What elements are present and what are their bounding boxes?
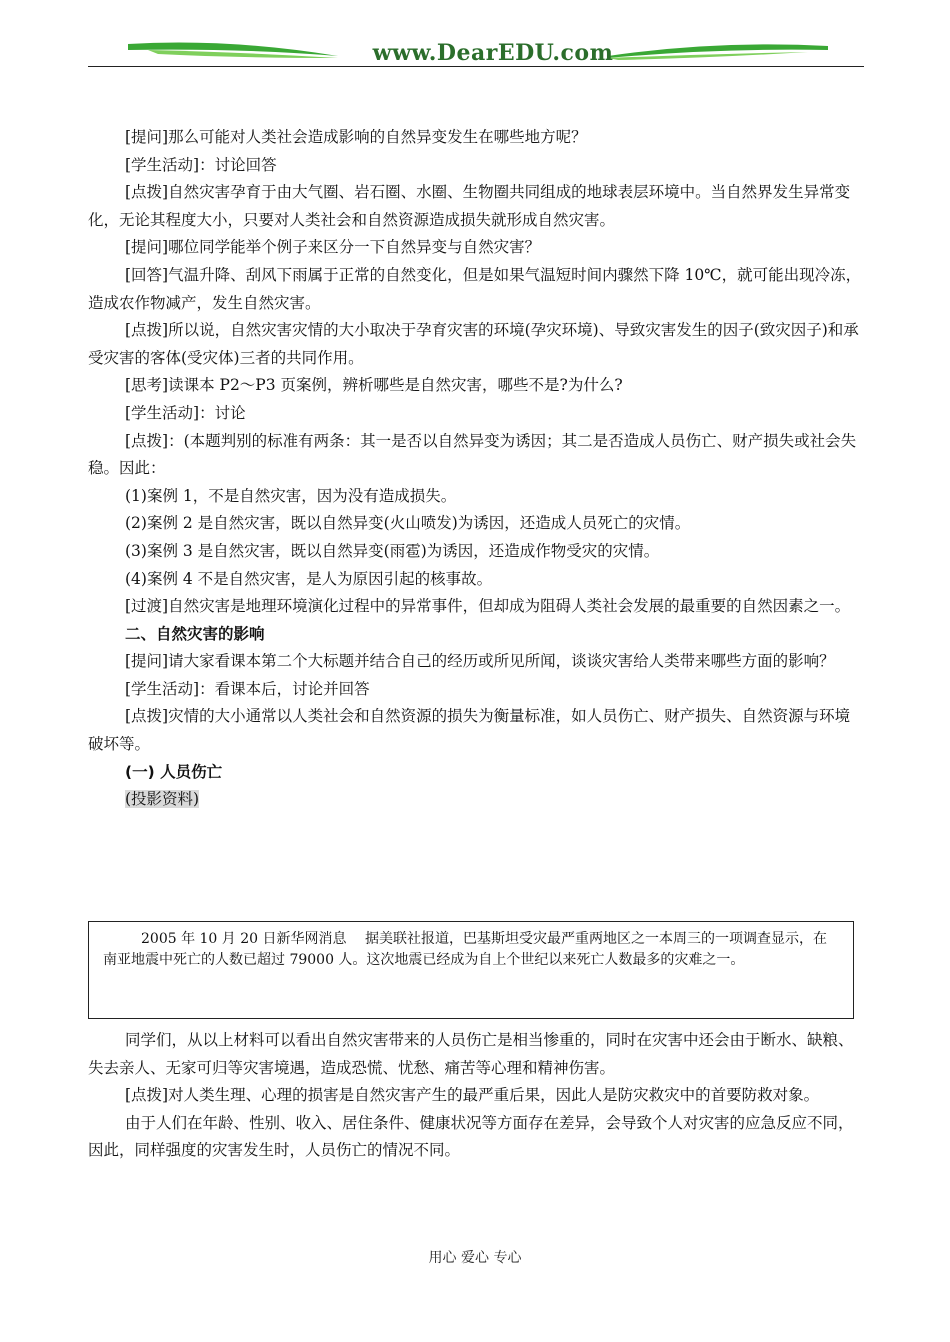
list-item: (3)案例 3 是自然灾害，既以自然异变(雨雹)为诱因，还造成作物受灾的灾情。 xyxy=(125,541,660,560)
paragraph: [提问]哪位同学能举个例子来区分一下自然异变与自然灾害？ xyxy=(125,238,541,257)
body-text-bottom xyxy=(88,1027,864,1165)
page-header xyxy=(88,36,864,70)
quote-box xyxy=(88,921,854,1019)
paragraph: [学生活动]：讨论回答 xyxy=(125,155,277,174)
paragraph: [提问]请大家看课本第二个大标题并结合自己的经历或所见所闻，谈谈灾害给人类带来哪些方面的影响？ xyxy=(125,652,835,671)
list-item: (1)案例 1，不是自然灾害，因为没有造成损失。 xyxy=(125,486,457,505)
paragraph: [思考]读课本 P2～P3 页案例，辨析哪些是自然灾害，哪些不是?为什么? xyxy=(125,376,623,395)
section-heading: 二、自然灾害的影响 xyxy=(125,624,265,643)
paragraph: [点拨]对人类生理、心理的损害是自然灾害产生的最严重后果，因此人是防灾救灾中的首要防救对象。 xyxy=(125,1086,820,1105)
subsection-heading: (一) 人员伤亡 xyxy=(125,762,223,781)
header-divider xyxy=(88,66,864,67)
paragraph: [点拨]灾情的大小通常以人类社会和自然资源的损失为衡量标准，如人员伤亡、财产损失、自然资源与环境破坏等。 xyxy=(88,707,851,754)
paragraph: [学生活动]：讨论 xyxy=(125,403,246,422)
site-logo: www.DearEDU.com xyxy=(372,40,614,66)
quote-text: 2005 年 10 月 20 日新华网消息 据美联社报道，巴基斯坦受灾最严重两地区之一本周三的一项调查显示，在南亚地震中死亡的人数已超过 79000 人。这次地震已经成为自上个世纪以来死亡人数最多的灾难之一。 xyxy=(103,931,827,968)
paragraph: [过渡]自然灾害是地理环境演化过程中的异常事件，但却成为阻碍人类社会发展的最重要的自然因素之一。 xyxy=(125,597,851,616)
paragraph: [回答]气温升降、刮风下雨属于正常的自然变化，但是如果气温短时间内骤然下降 10℃，就可能出现冷冻，造成农作物减产，发生自然灾害。 xyxy=(88,265,862,312)
projection-label-line xyxy=(88,786,864,814)
paragraph: [学生活动]：看课本后，讨论并回答 xyxy=(125,679,370,698)
paragraph: [点拨]自然灾害孕育于由大气圈、岩石圈、水圈、生物圈共同组成的地球表层环境中。当自然界发生异常变化，无论其程度大小，只要对人类社会和自然资源造成损失就形成自然灾害。 xyxy=(88,183,851,229)
list-item: (2)案例 2 是自然灾害，既以自然异变(火山喷发)为诱因，还造成人员死亡的灾情。 xyxy=(125,514,691,533)
paragraph: [点拨]：(本题判别的标准有两条：其一是否以自然异变为诱因；其二是否造成人员伤亡、财产损失或社会失稳。因此： xyxy=(88,431,857,478)
body-text-top xyxy=(88,124,864,814)
page-footer: 用心 爱心 专心 xyxy=(428,1250,522,1266)
paragraph: [点拨]所以说，自然灾害灾情的大小取决于孕育灾害的环境(孕灾环境)、导致灾害发生的因子(致灾因子)和承受灾害的客体(受灾体)三者的共同作用。 xyxy=(88,321,859,367)
paragraph: 同学们，从以上材料可以看出自然灾害带来的人员伤亡是相当惨重的，同时在灾害中还会由于断水、缺粮、失去亲人、无家可归等灾害境遇，造成恐慌、忧愁、痛苦等心理和精神伤害。 xyxy=(88,1031,854,1077)
list-item: (4)案例 4 不是自然灾害，是人为原因引起的核事故。 xyxy=(125,569,493,588)
paragraph: 由于人们在年龄、性别、收入、居住条件、健康状况等方面存在差异，会导致个人对灾害的应急反应不同，因此，同样强度的灾害发生时，人员伤亡的情况不同。 xyxy=(88,1113,854,1160)
paragraph: [提问]那么可能对人类社会造成影响的自然异变发生在哪些地方呢？ xyxy=(125,128,587,146)
projection-label: (投影资料) xyxy=(125,790,200,809)
